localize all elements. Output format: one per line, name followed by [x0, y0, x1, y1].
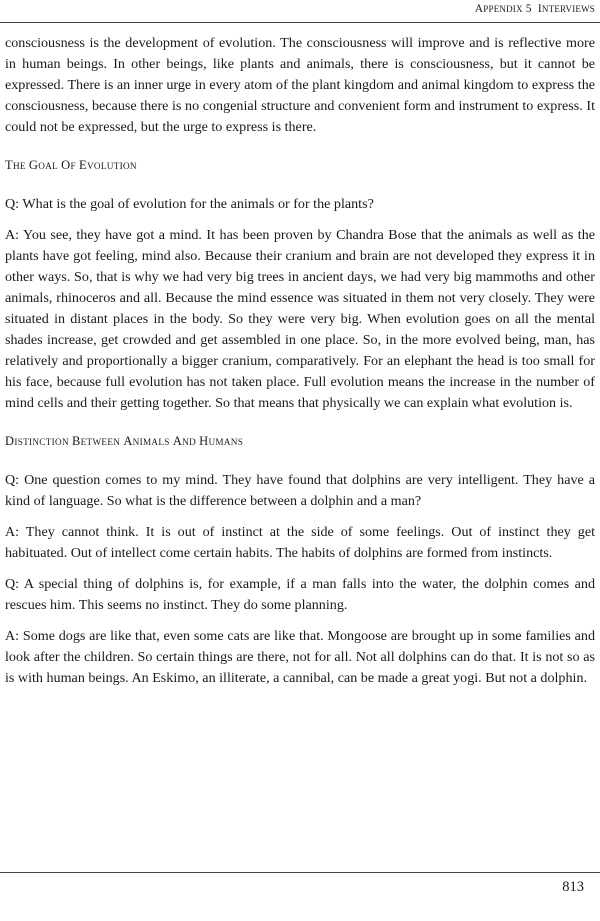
answer-paragraph: A: You see, they have got a mind. It has been proven by Chandra Bose that the animals as well as the plants have got feeling, mind also. Because their cranium and brain are not developed they express it in other ways. So, that is why we had very big trees in ancient days, we had very big mammoths and other animals, rhinoceros and all. Because the mind essence was situated in them not very closely. They were situated in distant places in the body. So they were very big. When evolution goes on all the mental shades increase, get crowded and get assembled in one place. So, in the more evolved being, man, has relatively and proportionally a bigger cranium, comparatively. For an elephant the head is too small for his face, because full evolution has not taken place. Full evolution means the increase in the number of mind cells and their getting together. So that means that physically we can explain what evolution is.	[5, 227, 595, 411]
header-rule	[0, 22, 600, 23]
question-paragraph: Q: A special thing of dolphins is, for example, if a man falls into the water, the dolphin comes and rescues him. This seems no instinct. They do some planning.	[5, 576, 595, 613]
page-number: 813	[562, 879, 584, 895]
page-body	[5, 33, 595, 701]
question-paragraph: Q: One question comes to my mind. They have found that dolphins are very intelligent. They have a kind of language. So what is the difference between a dolphin and a man?	[5, 472, 595, 509]
running-head: APPENDIX 5 INTERVIEWS	[474, 3, 595, 15]
body-paragraph: consciousness is the development of evolution. The consciousness will improve and is reflective more in human beings. In other beings, like plants and animals, there is consciousness, but it cannot be expressed. There is an inner urge in every atom of the plant kingdom and animal kingdom to express the consciousness, because there is no congenial structure and convenient form and instrument to express. It could not be expressed, but the urge to express is there.	[5, 35, 595, 135]
section-heading: DISTINCTION BETWEEN ANIMALS AND HUMANS	[5, 434, 244, 448]
footer-rule	[0, 872, 600, 873]
section-heading: THE GOAL OF EVOLUTION	[5, 158, 137, 172]
answer-paragraph: A: They cannot think. It is out of instinct at the side of some feelings. Out of instinct they get habituated. Out of intellect come certain habits. The habits of dolphins are formed from instincts.	[5, 524, 595, 561]
question-paragraph: Q: What is the goal of evolution for the animals or for the plants?	[5, 196, 374, 212]
answer-paragraph: A: Some dogs are like that, even some cats are like that. Mongoose are brought up in some families and look after the children. So certain things are there, not for all. Not all dolphins can do that. It is not so as is with human beings. An Eskimo, an illiterate, a cannibal, can be made a great yogi. But not a dolphin.	[5, 628, 595, 686]
